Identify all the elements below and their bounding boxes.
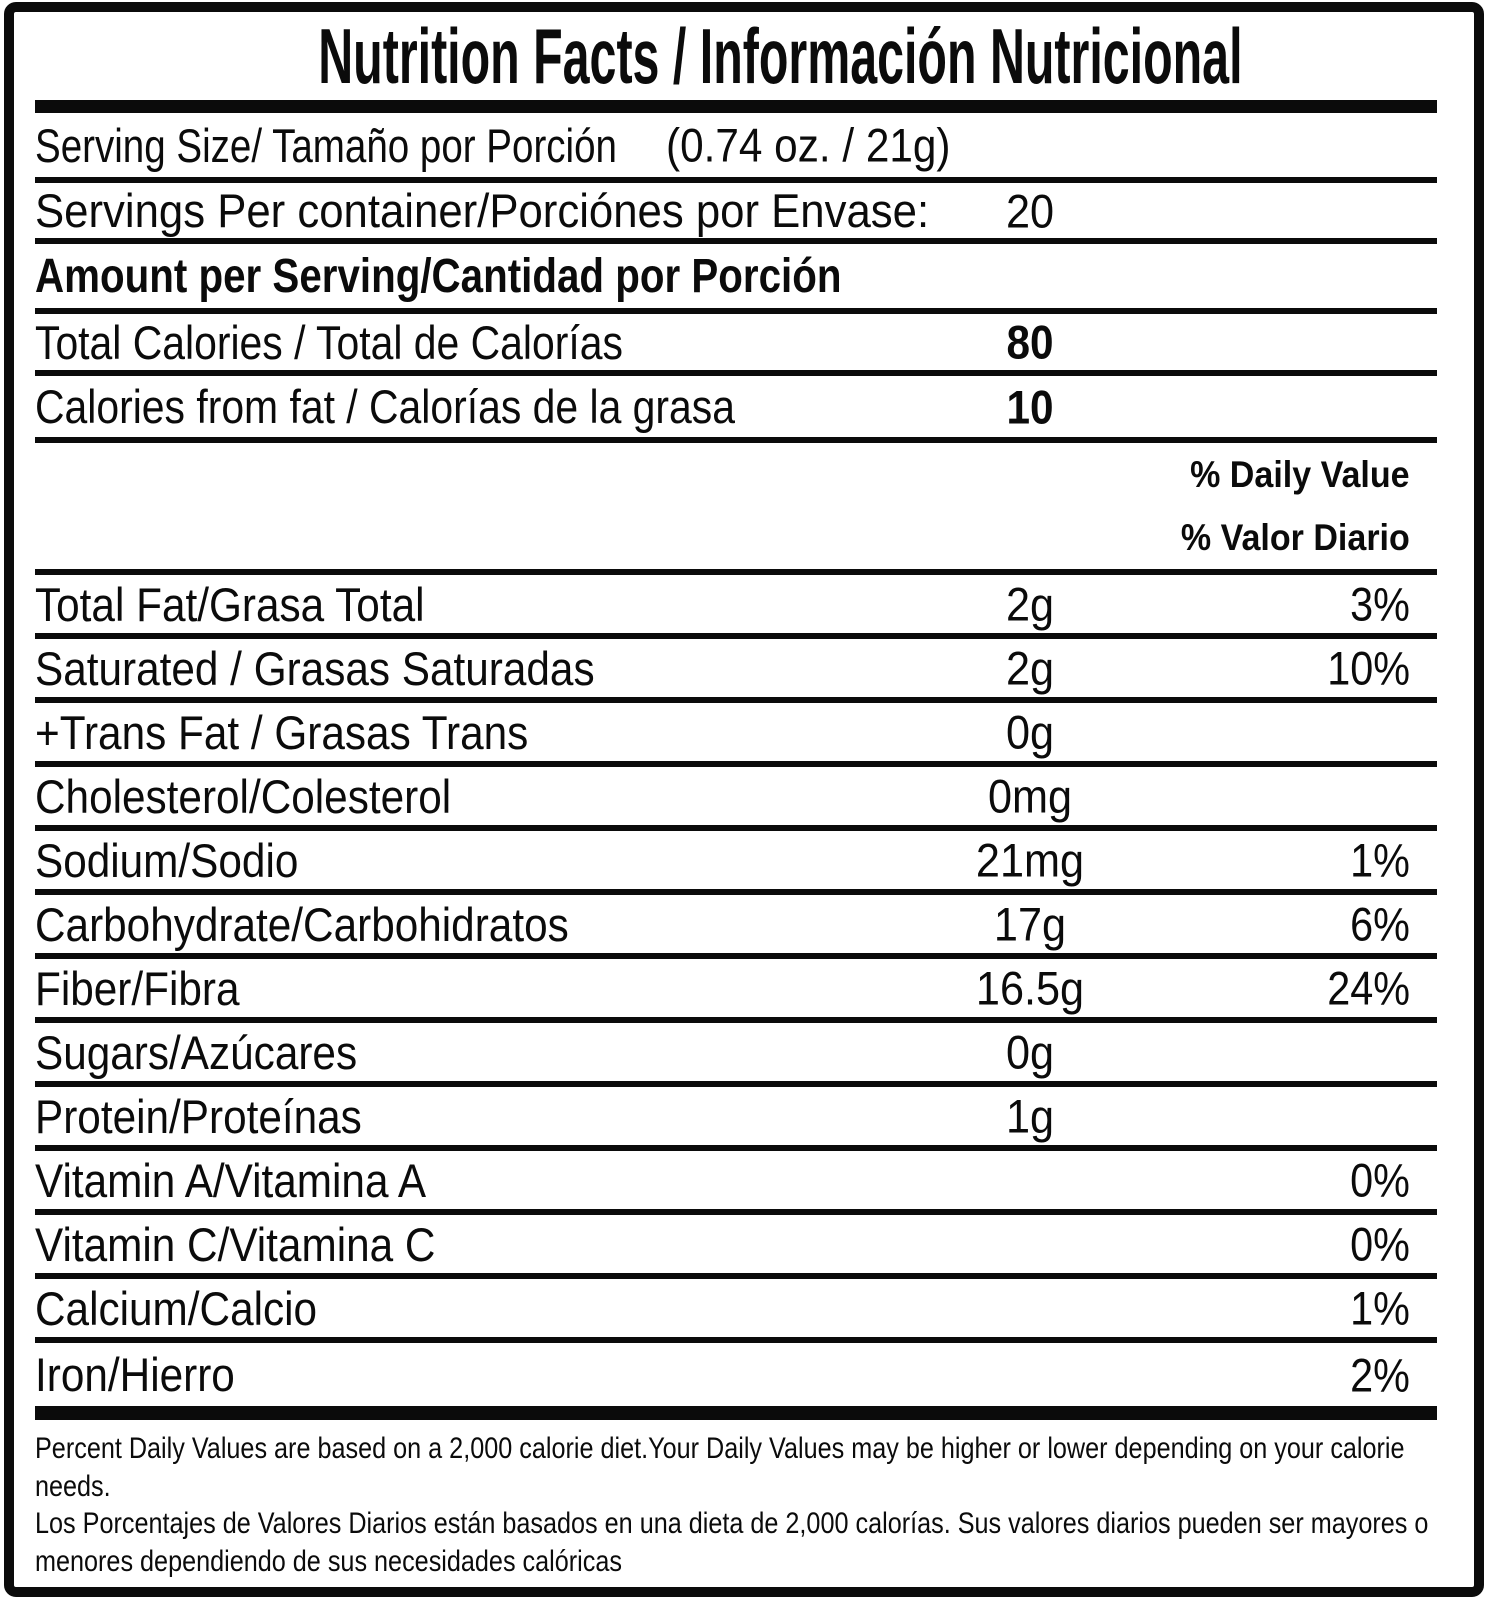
nutrient-label: Cholesterol/Colesterol: [35, 769, 452, 823]
nutrient-row: [35, 895, 1437, 959]
nutrient-label: Protein/Proteínas: [35, 1089, 362, 1143]
nutrient-rows-table: [35, 575, 1437, 1406]
nutrient-row: [35, 1343, 1437, 1406]
nutrient-row: [35, 703, 1437, 767]
nutrient-row: [35, 575, 1437, 639]
nutrient-label: Calcium/Calcio: [35, 1281, 318, 1335]
nutrient-daily-value: 1%: [1350, 833, 1410, 887]
nutrient-label: Vitamin A/Vitamina A: [35, 1153, 427, 1207]
label-title: [35, 10, 1437, 100]
nutrient-amount: 17g: [993, 897, 1067, 951]
nutrient-label: Total Fat/Grasa Total: [35, 577, 425, 631]
calories-from-fat-label: Calories from fat / Calorías de la grasa: [35, 380, 735, 433]
nutrition-label: [35, 0, 1437, 1580]
calories-from-fat-value: 10: [1006, 380, 1054, 433]
nutrient-label: Sodium/Sodio: [35, 833, 299, 887]
nutrient-daily-value: 0%: [1350, 1217, 1410, 1271]
total-calories-row: [35, 314, 1437, 376]
nutrient-amount: 2g: [1005, 577, 1055, 631]
nutrient-daily-value: 0%: [1350, 1153, 1410, 1207]
serving-size-label: Serving Size/ Tamaño por Porción: [35, 118, 617, 172]
nutrient-daily-value: 24%: [1327, 961, 1410, 1015]
nutrient-label: Carbohydrate/Carbohidratos: [35, 897, 569, 951]
nutrient-daily-value: 10%: [1327, 641, 1410, 695]
nutrient-daily-value: 6%: [1350, 897, 1410, 951]
servings-per-container-row: [35, 183, 1437, 244]
nutrient-daily-value: 1%: [1350, 1281, 1410, 1335]
total-calories-label: Total Calories / Total de Calorías: [35, 315, 623, 369]
nutrient-row: [35, 1215, 1437, 1279]
nutrient-label: Fiber/Fibra: [35, 961, 240, 1015]
nutrient-amount: 1g: [1005, 1089, 1055, 1143]
nutrient-amount: 2g: [1005, 641, 1055, 695]
servings-per-container-value: 20: [1005, 184, 1055, 237]
nutrient-daily-value: 3%: [1350, 577, 1410, 631]
serving-size-value: (0.74 oz. / 21g): [666, 118, 951, 172]
nutrient-row: [35, 959, 1437, 1023]
nutrient-row: [35, 1279, 1437, 1343]
nutrient-amount: 0g: [1005, 1025, 1055, 1079]
footnote-spanish: Los Porcentajes de Valores Diarios están basados en una dieta de 2,000 calorías. Sus valores diarios pueden ser mayores o menores dependiendo de sus necesidades calóricas: [35, 1507, 1429, 1578]
calories-from-fat-row: [35, 376, 1437, 443]
nutrient-row: [35, 1151, 1437, 1215]
nutrient-label: Sugars/Azúcares: [35, 1025, 358, 1079]
nutrient-row: [35, 639, 1437, 703]
daily-value-header-es: % Valor Diario: [1181, 517, 1410, 558]
footnote-english: Percent Daily Values are based on a 2,000 calorie diet.Your Daily Values may be higher or lower depending on your calorie needs.: [35, 1432, 1405, 1503]
nutrient-amount: 0g: [1005, 705, 1055, 759]
nutrient-daily-value: 2%: [1350, 1348, 1410, 1401]
nutrient-label: Iron/Hierro: [35, 1348, 235, 1401]
nutrient-row: [35, 1023, 1437, 1087]
nutrient-row: [35, 831, 1437, 895]
total-calories-value: 80: [1006, 315, 1054, 369]
nutrient-amount: 21mg: [975, 833, 1085, 887]
label-title-text: Nutrition Facts / Información Nutricional: [318, 12, 1243, 100]
footer-separator-bar: [35, 1406, 1437, 1420]
nutrient-label: Vitamin C/Vitamina C: [35, 1217, 436, 1271]
daily-value-header-en: % Daily Value: [1190, 454, 1410, 495]
servings-per-container-label: Servings Per container/Porciónes por Envase:: [35, 184, 930, 237]
nutrient-row: [35, 767, 1437, 831]
daily-value-header-block: [35, 443, 1437, 575]
nutrient-label: +Trans Fat / Grasas Trans: [35, 705, 529, 759]
nutrient-amount: 16.5g: [975, 961, 1085, 1015]
nutrient-label: Saturated / Grasas Saturadas: [35, 641, 595, 695]
footnote: [35, 1430, 1453, 1580]
amount-per-serving-header: Amount per Serving/Cantidad por Porción: [35, 249, 842, 303]
nutrient-row: [35, 1087, 1437, 1151]
amount-per-serving-header-row: [35, 244, 1437, 314]
serving-size-row: [35, 113, 1437, 183]
nutrient-amount: 0mg: [987, 769, 1073, 823]
